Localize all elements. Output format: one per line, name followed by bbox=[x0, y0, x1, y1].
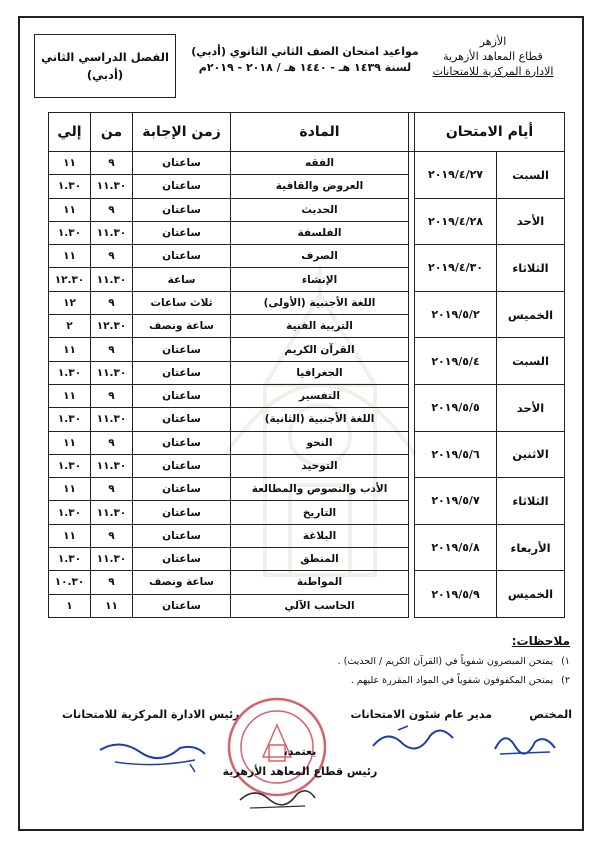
from-cell: ١١.٣٠ bbox=[91, 175, 133, 198]
to-cell: ١١ bbox=[49, 524, 91, 547]
duration-cell: ساعتان bbox=[133, 152, 231, 175]
from-cell: ٩ bbox=[91, 245, 133, 268]
exams-director-label: مدير عام شئون الامتحانات bbox=[350, 708, 492, 721]
duration-cell: ساعتان bbox=[133, 594, 231, 617]
note-text: يمتحن المكفوفون شفوياً في المواد المقررة عليهم . bbox=[350, 675, 554, 686]
header-from: من bbox=[91, 113, 133, 152]
exam-day: الخميس bbox=[497, 571, 565, 618]
table-row bbox=[49, 245, 565, 268]
duration-cell: ساعتان bbox=[133, 478, 231, 501]
duration-cell: ساعتان bbox=[133, 548, 231, 571]
column-gap bbox=[409, 431, 415, 478]
notes-title: ملاحظات: bbox=[511, 634, 570, 648]
exam-day: الثلاثاء bbox=[497, 245, 565, 292]
column-gap bbox=[409, 245, 415, 292]
subject-cell: الفلسفة bbox=[231, 221, 409, 244]
subject-cell: الصرف bbox=[231, 245, 409, 268]
duration-cell: ساعتان bbox=[133, 454, 231, 477]
column-gap bbox=[409, 338, 415, 385]
exam-date: ٢٠١٩/٥/٥ bbox=[415, 384, 497, 431]
exam-day: الاثنين bbox=[497, 431, 565, 478]
to-cell: ١.٣٠ bbox=[49, 408, 91, 431]
from-cell: ٩ bbox=[91, 338, 133, 361]
subject-cell: المنطق bbox=[231, 548, 409, 571]
from-cell: ٩ bbox=[91, 524, 133, 547]
duration-cell: ساعتان bbox=[133, 175, 231, 198]
exam-date: ٢٠١٩/٤/٢٧ bbox=[415, 152, 497, 199]
table-row bbox=[49, 338, 565, 361]
note-item bbox=[338, 656, 570, 667]
column-gap bbox=[409, 478, 415, 525]
subject-cell: الفقه bbox=[231, 152, 409, 175]
exam-day: الثلاثاء bbox=[497, 478, 565, 525]
from-cell: ١٢.٣٠ bbox=[91, 315, 133, 338]
column-gap bbox=[409, 198, 415, 245]
to-cell: ١١ bbox=[49, 338, 91, 361]
note-number: ٢) bbox=[561, 675, 570, 686]
duration-cell: ساعتان bbox=[133, 431, 231, 454]
note-item bbox=[351, 675, 570, 686]
exam-date: ٢٠١٩/٥/٩ bbox=[415, 571, 497, 618]
table-row bbox=[49, 478, 565, 501]
subject-cell: الأدب والنصوص والمطالعة bbox=[231, 478, 409, 501]
note-number: ١) bbox=[561, 656, 570, 667]
exam-date: ٢٠١٩/٥/٨ bbox=[415, 524, 497, 571]
to-cell: ١.٣٠ bbox=[49, 548, 91, 571]
subject-cell: اللغة الأجنبية (الثانية) bbox=[231, 408, 409, 431]
central-head-label: رئيس الادارة المركزية للامتحانات bbox=[62, 708, 240, 721]
from-cell: ١١.٣٠ bbox=[91, 221, 133, 244]
table-row bbox=[49, 524, 565, 547]
institution-block bbox=[418, 34, 568, 79]
duration-cell: ساعة ونصف bbox=[133, 571, 231, 594]
from-cell: ٩ bbox=[91, 571, 133, 594]
column-gap bbox=[409, 384, 415, 431]
subject-cell: التربية الفنية bbox=[231, 315, 409, 338]
subject-cell: القرآن الكريم bbox=[231, 338, 409, 361]
to-cell: ١١ bbox=[49, 478, 91, 501]
table-row bbox=[49, 291, 565, 314]
subject-cell: الإنشاء bbox=[231, 268, 409, 291]
duration-cell: ساعة ونصف bbox=[133, 315, 231, 338]
from-cell: ١١.٣٠ bbox=[91, 454, 133, 477]
exam-day: السبت bbox=[497, 338, 565, 385]
exam-day: الأحد bbox=[497, 198, 565, 245]
from-cell: ٩ bbox=[91, 384, 133, 407]
table-row bbox=[49, 384, 565, 407]
central-head-signature bbox=[95, 728, 210, 773]
to-cell: ١.٣٠ bbox=[49, 221, 91, 244]
to-cell: ١١ bbox=[49, 431, 91, 454]
duration-cell: ساعتان bbox=[133, 245, 231, 268]
institution-line: الأزهر bbox=[479, 35, 507, 48]
duration-cell: ساعتان bbox=[133, 408, 231, 431]
to-cell: ١٠.٣٠ bbox=[49, 571, 91, 594]
subject-cell: التاريخ bbox=[231, 501, 409, 524]
semester-label: الفصل الدراسي الثاني bbox=[41, 50, 169, 64]
duration-cell: ساعتان bbox=[133, 361, 231, 384]
exam-date: ٢٠١٩/٤/٢٨ bbox=[415, 198, 497, 245]
from-cell: ١١.٣٠ bbox=[91, 268, 133, 291]
duration-cell: ساعة bbox=[133, 268, 231, 291]
duration-cell: ثلاث ساعات bbox=[133, 291, 231, 314]
column-gap bbox=[409, 113, 415, 152]
specialist-signature bbox=[490, 724, 560, 764]
exam-date: ٢٠١٩/٤/٣٠ bbox=[415, 245, 497, 292]
to-cell: ١.٣٠ bbox=[49, 361, 91, 384]
document-title bbox=[180, 44, 430, 76]
to-cell: ١.٣٠ bbox=[49, 175, 91, 198]
table-row bbox=[49, 152, 565, 175]
column-gap bbox=[409, 524, 415, 571]
header-duration: زمن الإجابة bbox=[133, 113, 231, 152]
exam-day: السبت bbox=[497, 152, 565, 199]
duration-cell: ساعتان bbox=[133, 524, 231, 547]
column-gap bbox=[409, 571, 415, 618]
exam-date: ٢٠١٩/٥/٧ bbox=[415, 478, 497, 525]
subject-cell: الجغرافيا bbox=[231, 361, 409, 384]
note-text: يمتحن المبصرون شفوياً في (القرآن الكريم / الحديث) . bbox=[337, 656, 554, 667]
approved-label: يعتمد، bbox=[283, 745, 317, 758]
table-row bbox=[49, 198, 565, 221]
from-cell: ٩ bbox=[91, 152, 133, 175]
to-cell: ١١ bbox=[49, 384, 91, 407]
exam-date: ٢٠١٩/٥/٦ bbox=[415, 431, 497, 478]
to-cell: ١١ bbox=[49, 198, 91, 221]
column-gap bbox=[409, 152, 415, 199]
from-cell: ١١.٣٠ bbox=[91, 548, 133, 571]
table-row bbox=[49, 431, 565, 454]
subject-cell: المواطنة bbox=[231, 571, 409, 594]
from-cell: ٩ bbox=[91, 431, 133, 454]
duration-cell: ساعتان bbox=[133, 198, 231, 221]
institution-line: الادارة المركزية للامتحانات bbox=[432, 65, 554, 78]
column-gap bbox=[409, 291, 415, 338]
to-cell: ٢ bbox=[49, 315, 91, 338]
to-cell: ١٢ bbox=[49, 291, 91, 314]
sector-head-signature bbox=[235, 780, 320, 815]
institution-line: قطاع المعاهد الأزهرية bbox=[443, 50, 543, 63]
exams-director-signature bbox=[368, 718, 458, 758]
duration-cell: ساعتان bbox=[133, 221, 231, 244]
table-row bbox=[49, 571, 565, 594]
table-header-row bbox=[49, 113, 565, 152]
from-cell: ١١.٣٠ bbox=[91, 361, 133, 384]
duration-cell: ساعتان bbox=[133, 384, 231, 407]
from-cell: ٩ bbox=[91, 198, 133, 221]
subject-cell: اللغة الأجنبية (الأولى) bbox=[231, 291, 409, 314]
to-cell: ١١ bbox=[49, 245, 91, 268]
to-cell: ١٢.٣٠ bbox=[49, 268, 91, 291]
duration-cell: ساعتان bbox=[133, 501, 231, 524]
exam-day: الأحد bbox=[497, 384, 565, 431]
title-line: لسنة ١٤٣٩ هـ - ١٤٤٠ هـ / ٢٠١٨ - ٢٠١٩م bbox=[198, 61, 412, 74]
semester-box bbox=[34, 34, 176, 98]
to-cell: ١١ bbox=[49, 152, 91, 175]
duration-cell: ساعتان bbox=[133, 338, 231, 361]
subject-cell: التفسير bbox=[231, 384, 409, 407]
from-cell: ٩ bbox=[91, 478, 133, 501]
subject-cell: التوحيد bbox=[231, 454, 409, 477]
from-cell: ٩ bbox=[91, 291, 133, 314]
subject-cell: البلاغة bbox=[231, 524, 409, 547]
subject-cell: الحديث bbox=[231, 198, 409, 221]
exam-date: ٢٠١٩/٥/٢ bbox=[415, 291, 497, 338]
from-cell: ١١ bbox=[91, 594, 133, 617]
subject-cell: العروض والقافية bbox=[231, 175, 409, 198]
header-subject: المادة bbox=[231, 113, 409, 152]
exam-day: الأربعاء bbox=[497, 524, 565, 571]
exam-date: ٢٠١٩/٥/٤ bbox=[415, 338, 497, 385]
subject-cell: الحاسب الآلي bbox=[231, 594, 409, 617]
to-cell: ١.٣٠ bbox=[49, 501, 91, 524]
specialist-label: المختص bbox=[529, 708, 572, 721]
semester-branch: (أدبي) bbox=[86, 68, 124, 82]
from-cell: ١١.٣٠ bbox=[91, 501, 133, 524]
header-to: إلي bbox=[49, 113, 91, 152]
header-days: أيام الامتحان bbox=[415, 113, 565, 152]
title-line: مواعيد امتحان الصف الثاني الثانوي (أدبي) bbox=[191, 45, 419, 58]
from-cell: ١١.٣٠ bbox=[91, 408, 133, 431]
exam-schedule-table bbox=[48, 112, 565, 618]
to-cell: ١ bbox=[49, 594, 91, 617]
sector-head-label: رئيس قطاع المعاهد الأزهرية bbox=[222, 765, 378, 778]
to-cell: ١.٣٠ bbox=[49, 454, 91, 477]
subject-cell: النحو bbox=[231, 431, 409, 454]
exam-day: الخميس bbox=[497, 291, 565, 338]
